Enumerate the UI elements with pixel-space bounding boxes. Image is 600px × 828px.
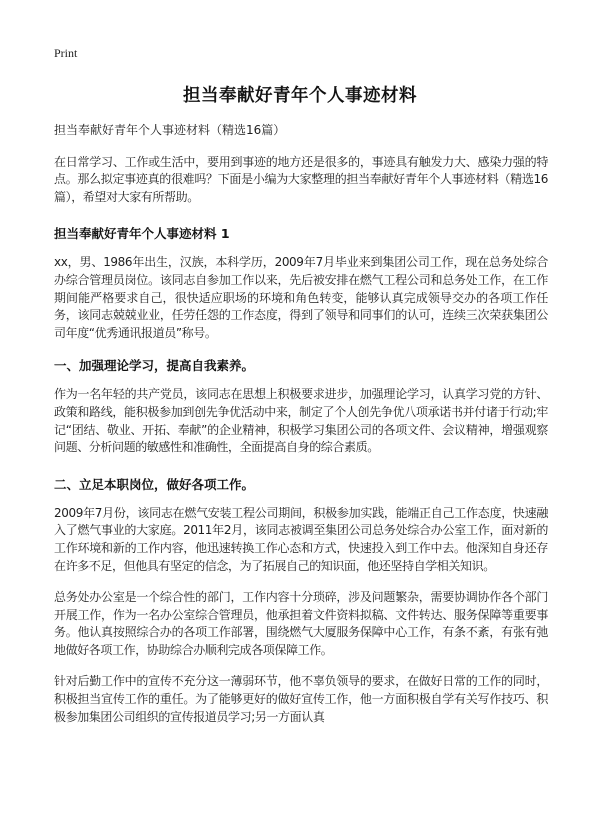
- paragraph: 针对后勤工作中的宣传不充分这一薄弱环节，他不辜负领导的要求，在做好日常的工作的同时，积极担当宣传工作的重任。为了能够更好的做好宣传工作，他一方面积极自学有关写作技巧、积极参加集团公司组织的宣传报道员学习;另一方面认真: [54, 674, 548, 724]
- intro-paragraph: 在日常学习、工作或生活中，要用到事迹的地方还是很多的，事迹具有触发力大、感染力强的特点。那么拟定事迹真的很难吗？下面是小编为大家整理的担当奉献好青年个人事迹材料（精选16篇），希望对大家有所帮助。: [54, 154, 548, 204]
- section-heading: 担当奉献好青年个人事迹材料 1: [54, 226, 230, 242]
- document-subtitle: 担当奉献好青年个人事迹材料（精选16篇）: [54, 123, 286, 137]
- paragraph: 作为一名年轻的共产党员，该同志在思想上积极要求进步，加强理论学习，认真学习党的方针、政策和路线，能积极参加到创先争优活动中来，制定了个人创先争优八项承诺书并付诸于行动;牢记“团结、敬业、开拓、奉献”的企业精神，积极学习集团公司的各项文件、会议精神，增强观察问题、分析问题的敏感性和准确性，全面提高自身的综合素质。: [54, 387, 548, 455]
- document-body: [54, 122, 548, 726]
- subsection-heading: 二、立足本职岗位，做好各项工作。: [54, 476, 255, 492]
- paragraph: 总务处办公室是一个综合性的部门，工作内容十分琐碎，涉及问题繁杂，需要协调协作各个部门开展工作，作为一名办公室综合管理员，他承担着文件资料拟稿、文件转达、服务保障等重要事务。他认真按照综合办的各项工作部署，围绕燃气大厦服务保障中心工作，有条不紊，有张有弛地做好各项工作，协助综合办顺利完成各项保障工作。: [54, 590, 548, 657]
- subsection-heading: 一、加强理论学习，提高自我素养。: [54, 358, 255, 374]
- print-link[interactable]: Print: [54, 46, 78, 60]
- paragraph: xx，男、1986年出生，汉族，本科学历，2009年7月毕业来到集团公司工作，现在总务处综合办综合管理员岗位。该同志自参加工作以来，先后被安排在燃气工程公司和总务处工作，在工作期间能严格要求自己，很快适应职场的环境和角色转变，能够认真完成领导交办的各项工作任务，该同志兢兢业业，任劳任怨的工作态度，得到了领导和同事们的认可，连续三次荣获集团公司年度“优秀通讯报道员”称号。: [54, 255, 548, 340]
- page-title: 担当奉献好青年个人事迹材料: [183, 86, 417, 106]
- paragraph: 2009年7月份，该同志在燃气安装工程公司期间，积极参加实践，能端正自己工作态度，快速融入了燃气事业的大家庭。2011年2月，该同志被调至集团公司总务处综合办公室工作，面对新的工作环境和新的工作内容，他迅速转换工作心态和方式，快速投入到工作中去。他深知自身还存在许多不足，但他具有坚定的信念，为了拓展自己的知识面，他还坚持自学相关知识。: [54, 505, 548, 573]
